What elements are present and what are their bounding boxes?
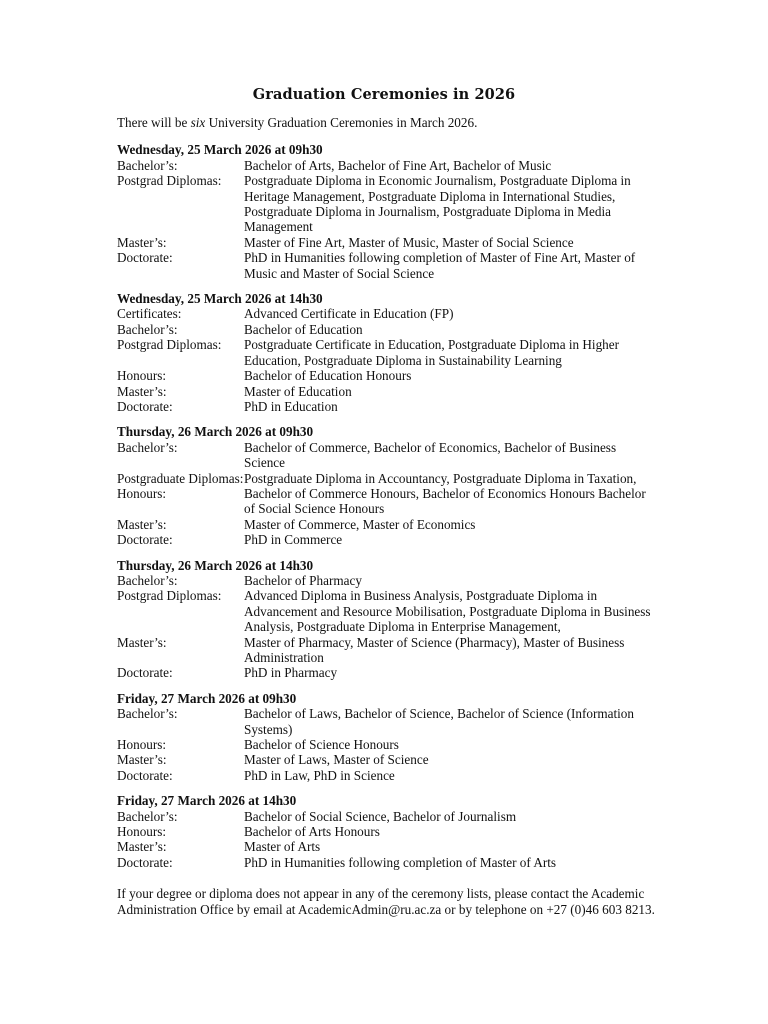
qualification-row [117, 322, 657, 337]
qualification-list: Postgraduate Diploma in Accountancy, Postgraduate Diploma in Taxation, [244, 470, 637, 486]
qualification-type: Bachelor’s: [117, 808, 178, 824]
qualification-list: Advanced Diploma in Business Analysis, Postgraduate Diploma in Advancement and Resource Mobilisation, Postgraduate Diploma in Business Analysis, Postgraduate Diploma in Enterprise Management, [244, 588, 651, 635]
qualification-list: PhD in Humanities following completion of Master of Fine Art, Master of Music and Master of Social Science [244, 250, 636, 281]
document-body [117, 115, 657, 930]
qualification-list: Bachelor of Commerce, Bachelor of Economics, Bachelor of Business Science [244, 439, 617, 471]
qualification-list: PhD in Humanities following completion of Master of Arts [244, 854, 557, 870]
qualification-list: Master of Pharmacy, Master of Science (Pharmacy), Master of Business Administration [244, 634, 625, 665]
qualification-list: Bachelor of Pharmacy [244, 572, 362, 588]
ceremony-section [117, 291, 657, 414]
qualification-row [117, 399, 657, 414]
qualification-list: Bachelor of Education [244, 321, 363, 337]
qualification-type: Master’s: [117, 516, 167, 532]
qualification-row [117, 665, 657, 680]
qualification-list: Master of Laws, Master of Science [244, 752, 429, 768]
qualification-list: Advanced Certificate in Education (FP) [244, 306, 454, 322]
qualification-row [117, 158, 657, 173]
qualification-type: Postgraduate Diplomas: [117, 470, 244, 486]
qualification-row [117, 573, 657, 588]
qualification-list: Bachelor of Commerce Honours, Bachelor of Economics Honours Bachelor of Social Science Honours [244, 485, 646, 517]
qualification-row [117, 517, 657, 532]
ceremony-heading: Thursday, 26 March 2026 at 14h30 [117, 557, 314, 573]
intro-paragraph [117, 115, 657, 130]
qualification-row [117, 737, 657, 752]
qualification-row [117, 635, 657, 666]
qualification-type: Master’s: [117, 634, 167, 650]
ceremony-section [117, 793, 657, 870]
qualification-row [117, 440, 657, 471]
ceremony-heading: Wednesday, 25 March 2026 at 14h30 [117, 291, 323, 307]
qualification-type: Doctorate: [117, 665, 173, 681]
qualification-type: Master’s: [117, 383, 167, 399]
qualification-row [117, 337, 657, 368]
ceremony-heading: Thursday, 26 March 2026 at 09h30 [117, 424, 314, 440]
qualification-list: Bachelor of Laws, Bachelor of Science, Bachelor of Science (Information Systems) [244, 706, 634, 737]
qualification-list: Postgraduate Certificate in Education, Postgraduate Diploma in Higher Education, Postgraduate Diploma in Sustainability Learning [244, 337, 620, 368]
qualification-row [117, 532, 657, 547]
qualification-type: Certificates: [117, 306, 182, 322]
qualification-row [117, 486, 657, 517]
qualification-list: Master of Fine Art, Master of Music, Master of Social Science [244, 234, 574, 250]
qualification-list: Postgraduate Diploma in Economic Journalism, Postgraduate Diploma in Heritage Management, Postgraduate Diploma in International Studies, Postgraduate Diploma in Journalism, Postgraduate Diploma in Media Management [244, 173, 631, 235]
intro-text-start: There will be [117, 115, 191, 130]
qualification-type: Bachelor’s: [117, 157, 178, 173]
qualification-type: Bachelor’s: [117, 321, 178, 337]
qualification-type: Master’s: [117, 839, 167, 855]
qualification-row [117, 306, 657, 321]
ceremony-heading: Friday, 27 March 2026 at 09h30 [117, 690, 297, 706]
qualification-row [117, 235, 657, 250]
intro-emphasis: six [190, 115, 206, 130]
qualification-type: Doctorate: [117, 250, 173, 266]
qualification-row [117, 706, 657, 737]
contact-note: If your degree or diploma does not appear in any of the ceremony lists, please contact the Academic Administration Office by email at AcademicAdmin@ru.ac.za or by telephone on +27 (0)46 603 8213. [117, 886, 655, 917]
ceremony-section [117, 691, 657, 783]
qualification-type: Master’s: [117, 234, 167, 250]
qualification-type: Postgrad Diplomas: [117, 588, 222, 604]
qualification-type: Bachelor’s: [117, 439, 178, 455]
qualification-type: Honours: [117, 485, 167, 501]
intro-text-end: University Graduation Ceremonies in March 2026. [205, 115, 478, 130]
qualification-type: Honours: [117, 737, 167, 753]
qualification-type: Doctorate: [117, 398, 173, 414]
ceremony-section [117, 558, 657, 681]
page-title: Graduation Ceremonies in 2026 [252, 86, 516, 103]
qualification-list: Master of Education [244, 383, 352, 399]
qualification-row [117, 250, 657, 281]
qualification-row [117, 768, 657, 783]
qualification-row [117, 471, 657, 486]
qualification-list: Bachelor of Education Honours [244, 368, 412, 384]
qualification-type: Bachelor’s: [117, 706, 178, 722]
qualification-list: Bachelor of Science Honours [244, 737, 399, 753]
qualification-row [117, 855, 657, 870]
qualification-list: PhD in Education [244, 398, 338, 414]
qualification-type: Master’s: [117, 752, 167, 768]
qualification-list: PhD in Commerce [244, 532, 343, 548]
qualification-list: Bachelor of Social Science, Bachelor of Journalism [244, 808, 517, 824]
qualification-list: Bachelor of Arts, Bachelor of Fine Art, Bachelor of Music [244, 157, 552, 173]
ceremony-heading: Friday, 27 March 2026 at 14h30 [117, 793, 297, 809]
qualification-row [117, 368, 657, 383]
qualification-type: Honours: [117, 824, 167, 840]
ceremony-section [117, 424, 657, 547]
qualification-type: Bachelor’s: [117, 572, 178, 588]
qualification-row [117, 839, 657, 854]
qualification-row [117, 173, 657, 235]
qualification-type: Doctorate: [117, 854, 173, 870]
qualification-type: Doctorate: [117, 532, 173, 548]
qualification-type: Honours: [117, 368, 167, 384]
qualification-type: Postgrad Diplomas: [117, 173, 222, 189]
qualification-type: Doctorate: [117, 767, 173, 783]
qualification-list: PhD in Law, PhD in Science [244, 767, 395, 783]
qualification-list: Master of Arts [244, 839, 321, 855]
qualification-row [117, 588, 657, 634]
qualification-list: PhD in Pharmacy [244, 665, 338, 681]
qualification-list: Master of Commerce, Master of Economics [244, 516, 476, 532]
qualification-row [117, 824, 657, 839]
qualification-list: Bachelor of Arts Honours [244, 824, 380, 840]
ceremony-section [117, 142, 657, 281]
qualification-row [117, 384, 657, 399]
qualification-row [117, 809, 657, 824]
qualification-type: Postgrad Diplomas: [117, 337, 222, 353]
ceremony-heading: Wednesday, 25 March 2026 at 09h30 [117, 142, 323, 158]
qualification-row [117, 752, 657, 767]
